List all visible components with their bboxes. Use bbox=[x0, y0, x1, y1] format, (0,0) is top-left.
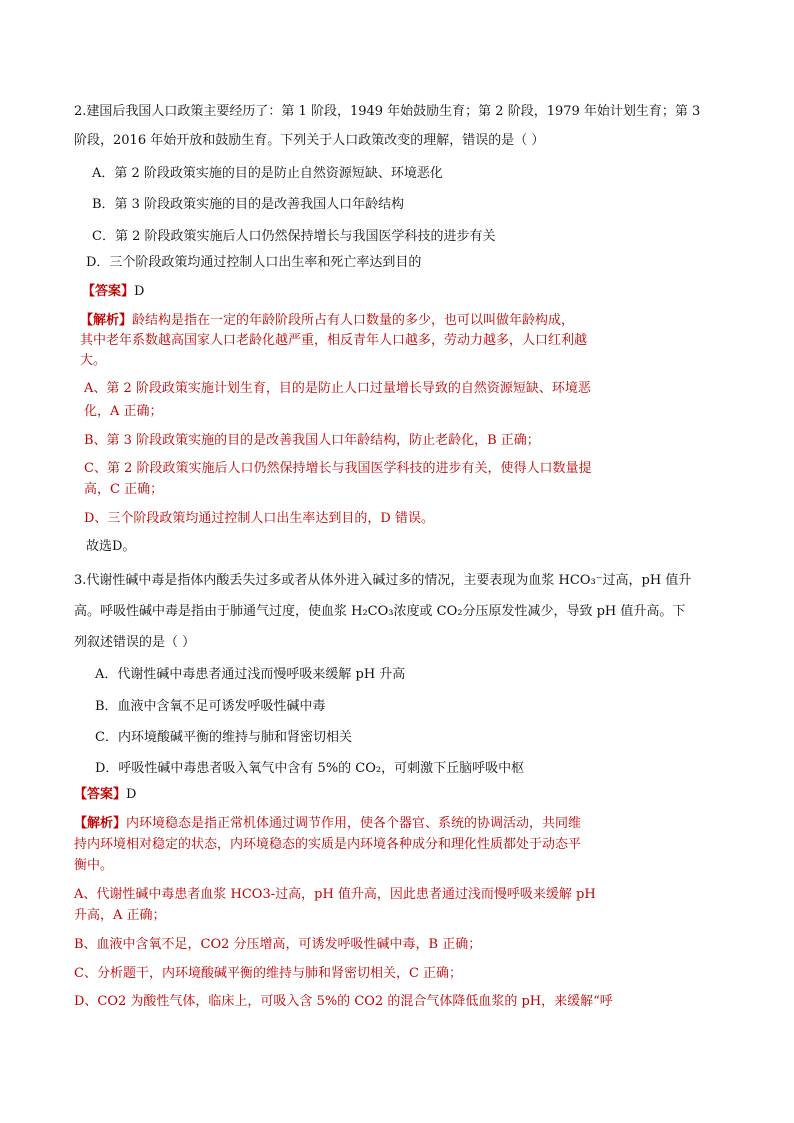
q3-option-d: D．呼吸性碱中毒患者吸入氧气中含有 5%的 CO₂，可刺激下丘脑呼吸中枢 bbox=[95, 761, 525, 776]
answer-tag: 【答案】 bbox=[74, 787, 127, 802]
analysis-text: 内环境稳态是指正常机体通过调节作用，使各个器官、系统的协调活动，共同维 bbox=[126, 816, 582, 831]
q2-explain-c-line1: C、第 2 阶段政策实施后人口仍然保持增长与我国医学科技的进步有关，使得人口数量提 bbox=[84, 461, 592, 476]
q2-answer bbox=[82, 283, 144, 301]
answer-value: D bbox=[126, 787, 137, 802]
q3-analysis-line3: 衡中。 bbox=[74, 858, 114, 873]
q2-explain-d: D、三个阶段政策均通过控制人口出生率达到目的，D 错误。 bbox=[84, 511, 434, 526]
q3-explain-b: B、血液中含氧不足，CO2 分压增高，可诱发呼吸性碱中毒，B 正确； bbox=[74, 937, 482, 952]
q2-explain-b: B、第 3 阶段政策实施的目的是改善我国人口年龄结构，防止老龄化，B 正确； bbox=[84, 433, 540, 448]
q3-stem-line3: 列叙述错误的是（ ） bbox=[74, 635, 196, 650]
q3-analysis-line2: 持内环境相对稳定的状态，内环境稳态的实质是内环境各种成分和理化性质都处于动态平 bbox=[74, 837, 582, 852]
q3-explain-d: D、CO2 为酸性气体，临床上，可吸入含 5%的 CO2 的混合气体降低血浆的 pH，来缓解“呼 bbox=[74, 994, 613, 1009]
q2-explain-a-line2: 化，A 正确； bbox=[84, 404, 163, 419]
q2-option-b: B．第 3 阶段政策实施的目的是改善我国人口年龄结构 bbox=[92, 197, 405, 212]
q2-analysis-line3: 大。 bbox=[80, 353, 107, 368]
q3-answer bbox=[74, 786, 136, 804]
q3-option-b: B．血液中含氧不足可诱发呼吸性碱中毒 bbox=[95, 699, 326, 714]
q3-explain-a-line1: A、代谢性碱中毒患者血浆 HCO3-过高，pH 值升高，因此患者通过浅而慢呼吸来缓解 pH bbox=[74, 887, 596, 902]
analysis-text: 龄结构是指在一定的年龄阶段所占有人口数量的多少，也可以叫做年龄构成， bbox=[132, 313, 575, 328]
q3-explain-c: C、分析题干，内环境酸碱平衡的维持与肺和肾密切相关，C 正确； bbox=[74, 966, 463, 981]
q3-explain-a-line2: 升高，A 正确； bbox=[74, 908, 166, 923]
q2-analysis-line1 bbox=[80, 312, 574, 330]
analysis-tag: 【解析】 bbox=[80, 313, 133, 328]
analysis-tag: 【解析】 bbox=[74, 816, 127, 831]
q3-option-c: C．内环境酸碱平衡的维持与肺和肾密切相关 bbox=[95, 730, 352, 745]
q2-conclusion: 故选D。 bbox=[86, 539, 136, 554]
q3-stem-line1: 3.代谢性碱中毒是指体内酸丢失过多或者从体外进入碱过多的情况，主要表现为血浆 HCO₃⁻过高，pH 值升 bbox=[74, 573, 692, 588]
answer-value: D bbox=[134, 284, 145, 299]
q2-option-d: D．三个阶段政策均通过控制人口出生率和死亡率达到目的 bbox=[86, 255, 422, 270]
q2-analysis-line2: 其中老年系数越高国家人口老龄化越严重，相反青年人口越多，劳动力越多，人口红利越 bbox=[80, 333, 588, 348]
q2-explain-c-line2: 高，C 正确； bbox=[84, 482, 164, 497]
answer-tag: 【答案】 bbox=[82, 284, 135, 299]
q3-option-a: A．代谢性碱中毒患者通过浅而慢呼吸来缓解 pH 升高 bbox=[95, 667, 406, 682]
q2-stem-line2: 阶段，2016 年始开放和鼓励生育。下列关于人口政策改变的理解，错误的是（ ） bbox=[74, 133, 545, 148]
q2-option-a: A．第 2 阶段政策实施的目的是防止自然资源短缺、环境恶化 bbox=[92, 166, 443, 181]
q3-stem-line2: 高。呼吸性碱中毒是指由于肺通气过度，使血浆 H₂CO₃浓度或 CO₂分压原发性减少，导致 pH 值升高。下 bbox=[74, 604, 686, 619]
q2-explain-a-line1: A、第 2 阶段政策实施计划生育，目的是防止人口过量增长导致的自然资源短缺、环境恶 bbox=[84, 381, 591, 396]
q3-analysis-line1 bbox=[74, 815, 581, 833]
q2-stem-line1: 2.建国后我国人口政策主要经历了：第 1 阶段，1949 年始鼓励生育；第 2 阶段，1979 年始计划生育；第 3 bbox=[74, 104, 701, 119]
q2-option-c: C．第 2 阶段政策实施后人口仍然保持增长与我国医学科技的进步有关 bbox=[92, 229, 496, 244]
